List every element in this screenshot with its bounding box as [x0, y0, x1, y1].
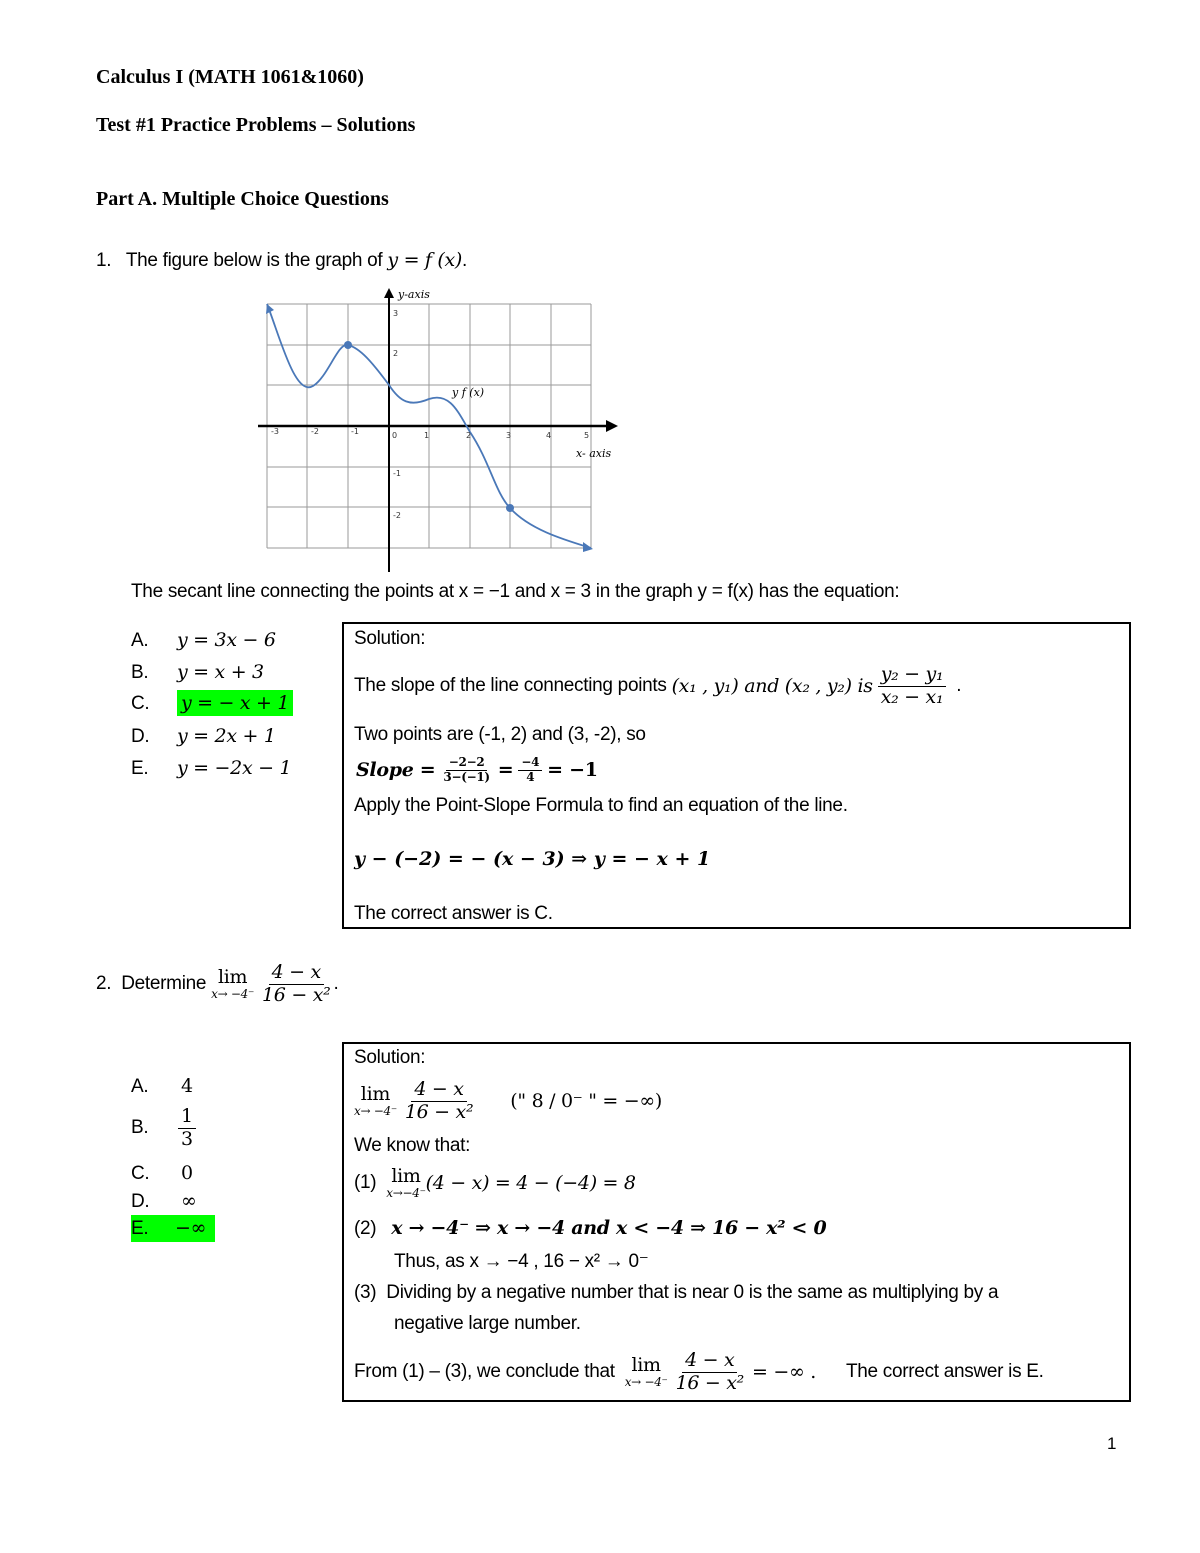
option-letter: A. [131, 1076, 149, 1097]
x-tick-label: 5 [584, 431, 590, 440]
q2-step1: (1) lim x→−4⁻ (4 − x) = 4 − (−4) = 8 [354, 1164, 636, 1200]
q2-step2-thus: Thus, as x → −4 , 16 − x² → 0⁻ [394, 1251, 649, 1272]
y-tick-label: -1 [393, 469, 401, 478]
points-notation: (x₁ , y₁) and (x₂ , y₂) is [671, 675, 873, 697]
q1-prompt-math: y = f (x) [387, 249, 463, 271]
x-tick-label: 4 [546, 431, 552, 440]
course-title: Calculus I (MATH 1061&1060) [96, 66, 364, 88]
option-fraction: $\frac{1}{3}$ [178, 1106, 196, 1151]
q2-option-c [131, 1162, 193, 1185]
q1-prompt: 1. The figure below is the graph of y = f (x). [96, 249, 468, 271]
q2-solution-title: Solution: [354, 1047, 426, 1068]
x-tick-label: 3 [506, 431, 512, 440]
x-axis-label: x- axis [576, 447, 612, 460]
option-letter: B. [131, 662, 149, 683]
option-value: 0 [181, 1162, 193, 1184]
x-tick-label: -2 [311, 427, 319, 436]
q1-option-c [131, 692, 293, 715]
x-tick-label: 1 [424, 431, 430, 440]
q2-limit-restated: lim x→ −4⁻ $\frac{4 - x}{\text{16 − x²}}$ (" 8 / 0⁻ " = −∞) [354, 1077, 662, 1123]
option-expression-correct: y = − x + 1 [177, 690, 293, 716]
function-graph [250, 282, 630, 574]
option-letter: C. [131, 693, 150, 714]
q2-option-b [131, 1100, 196, 1156]
slope-formula: $\frac{\text{y₂ − y₁}}{\text{x₂ − x₁}}$ [878, 664, 947, 709]
q1-solution-line2: Two points are (-1, 2) and (3, -2), so [354, 724, 646, 745]
q2-option-a [131, 1075, 193, 1098]
q1-solution-line3: Apply the Point-Slope Formula to find an equation of the line. [354, 795, 848, 816]
option-expression: y = 2x + 1 [177, 725, 276, 747]
option-value: ∞ [181, 1190, 197, 1212]
limit-operator: lim x→ −4⁻ [211, 965, 255, 1001]
option-letter: C. [131, 1163, 150, 1184]
option-letter: E. [131, 758, 149, 779]
option-expression: y = x + 3 [177, 661, 264, 683]
test-title: Test #1 Practice Problems – Solutions [96, 114, 416, 136]
q1-statement: The secant line connecting the points at x = −1 and x = 3 in the graph y = f(x) has the equation: [131, 581, 900, 602]
option-letter: B. [131, 1117, 149, 1138]
q1-point-slope-equation: y − (−2) = − (x − 3) ⇒ y = − x + 1 [354, 848, 711, 870]
q2-conclusion: From (1) – (3), we conclude that lim x→ −4⁻ $\frac{4 - x}{\text{16 − x²}}$ = −∞ . The correct answer is E. [354, 1348, 1044, 1394]
option-letter: D. [131, 1191, 150, 1212]
page-number: 1 [1107, 1434, 1117, 1453]
point-marker-left [344, 341, 352, 349]
y-axis-label: y-axis [398, 288, 430, 301]
q2-prompt-text: Determine [121, 973, 207, 994]
option-value: −∞ [175, 1217, 207, 1239]
curve-label: y f (x) [452, 386, 485, 399]
option-expression: y = 3x − 6 [177, 629, 276, 651]
q2-prompt: 2. Determine lim x→ −4⁻ $\frac{4 - x}{\text{16 − x²}}$ . [96, 960, 339, 1006]
q1-number: 1. [96, 250, 112, 271]
q2-option-e-correct [131, 1215, 215, 1242]
q1-solution-line1: The slope of the line connecting points (x₁ , y₁) and (x₂ , y₂) is $\frac{\text{y₂ − y₁}}{\text{x₂ − x₁}}$ . [354, 662, 962, 708]
q2-step3-cont: negative large number. [394, 1313, 581, 1334]
x-tick-label: 2 [466, 431, 472, 440]
q2-option-d [131, 1190, 197, 1213]
slope-intro-text: The slope of the line connecting points [354, 675, 667, 696]
q1-answer: The correct answer is C. [354, 903, 553, 924]
option-letter: A. [131, 630, 149, 651]
q1-slope-calculation: Slope = $\frac{-2-2}{3-(-1)}$ = $\frac{-4}{4}$ = −1 [356, 754, 598, 784]
q2-step2: (2) x → −4⁻ ⇒ x → −4 and x < −4 ⇒ 16 − x² < 0 [354, 1217, 827, 1239]
option-expression: y = −2x − 1 [177, 757, 292, 779]
y-tick-label: 2 [393, 349, 399, 358]
q2-know: We know that: [354, 1135, 471, 1156]
point-marker-right [506, 504, 514, 512]
q1-option-d [131, 725, 276, 748]
q1-prompt-text: The figure below is the graph of [125, 250, 383, 271]
option-letter: E. [131, 1218, 149, 1239]
q1-option-e [131, 757, 291, 780]
q2-number: 2. [96, 973, 112, 994]
y-axis [384, 288, 394, 572]
limit-expression: $\frac{4 - x}{\text{16 − x²}}$ [262, 960, 331, 1006]
part-heading: Part A. Multiple Choice Questions [96, 188, 389, 210]
q1-solution-title: Solution: [354, 628, 426, 649]
y-tick-label: -2 [393, 511, 401, 520]
x-tick-label: 0 [392, 431, 398, 440]
q2-step3: (3) Dividing by a negative number that is near 0 is the same as multiplying by a [354, 1282, 999, 1303]
y-tick-label: 3 [393, 309, 399, 318]
option-value: 4 [181, 1075, 193, 1097]
option-letter: D. [131, 726, 150, 747]
q1-option-b [131, 661, 264, 684]
x-tick-label: -3 [271, 427, 279, 436]
x-tick-label: -1 [351, 427, 359, 436]
indeterminate-form: (" 8 / 0⁻ " = −∞) [510, 1090, 662, 1112]
q1-option-a [131, 629, 276, 652]
